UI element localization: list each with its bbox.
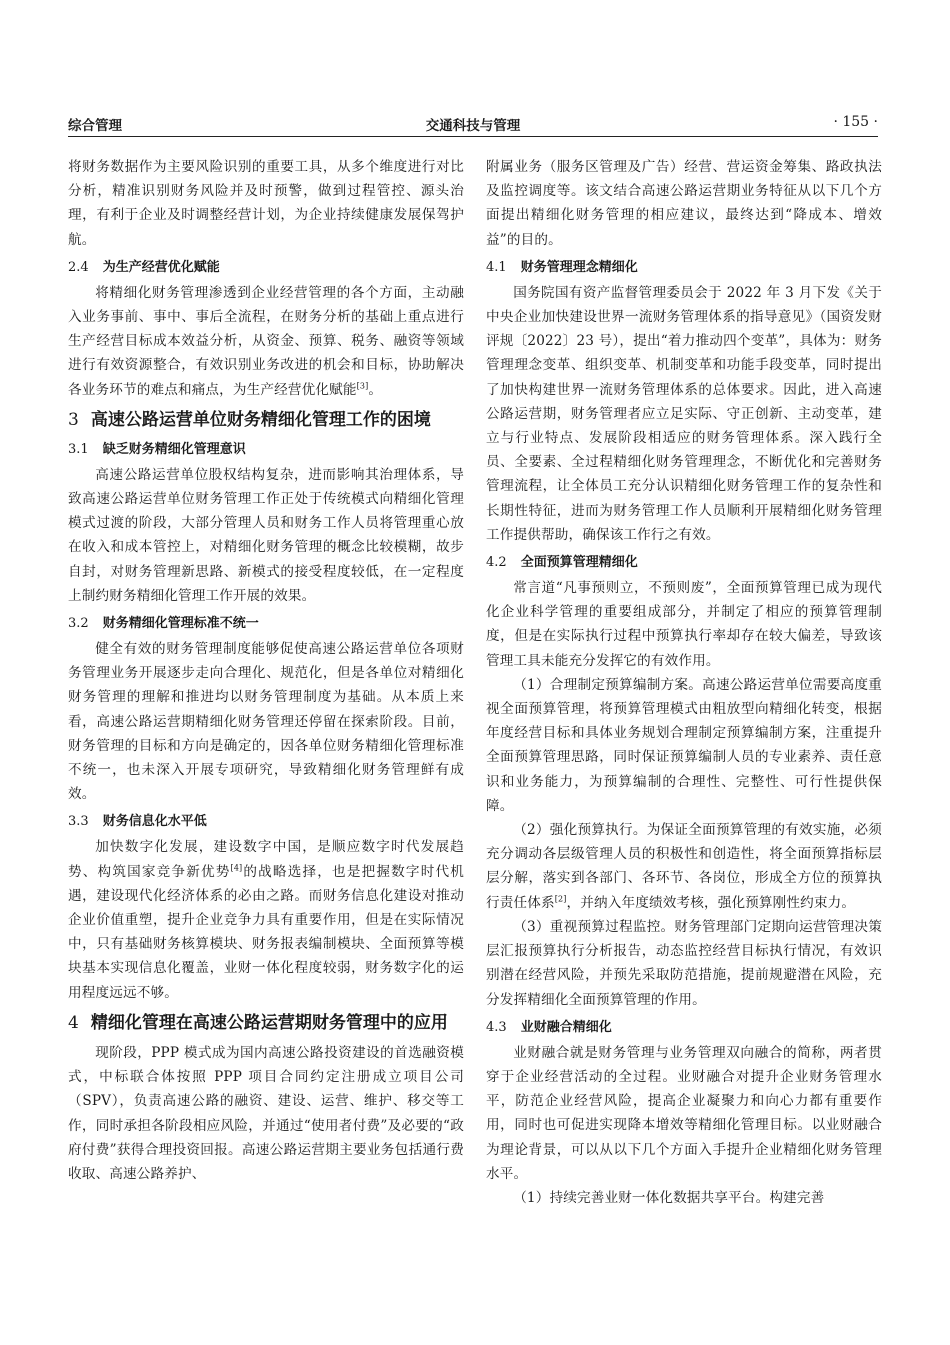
citation: [3] (356, 381, 369, 391)
paragraph-text: 。 (368, 381, 383, 398)
paragraph-4-2-item-2 (486, 818, 882, 915)
paragraph-4-2-item-3: （3）重视预算过程监控。财务管理部门定期向运营管理决策层汇报预算执行分析报告，动态监控经营目标执行情况，有效识别潜在经营风险，并预先采取防范措施，提前规避潜在风险，充分发挥精细化全面预算管理的作用。 (486, 918, 882, 1008)
heading-3-2 (68, 612, 464, 636)
header-journal-title: 交通科技与管理 (425, 118, 521, 134)
heading-number: 2.4 (68, 259, 89, 275)
paragraph-intro-continued: 将财务数据作为主要风险识别的重要工具，从多个维度进行对比分析，精准识别财务风险并及时预警，做到过程管控、源头治理，有利于企业及时调整经营计划，为企业持续健康发展保驾护航。 (68, 159, 464, 248)
heading-title: 财务信息化水平低 (102, 814, 207, 830)
heading-number: 3.1 (68, 441, 89, 457)
heading-number: 4.2 (486, 555, 507, 571)
paragraph-4-1: 国务院国有资产监督管理委员会于 2022 年 3 月下发《关于中央企业加快建设世界一流财务管理体系的指导意见》（国资发财评规〔2022〕23 号），提出“着力推动四个变革”，具体为：财务管理理念变革、组织变革、机制变革和功能手段变革，同时提出了加快构建世界一流财务管理体系的总体要求。因此，进入高速公路运营期，财务管理者应立足实际、守正创新、主动变革，建立与行业特点、发展阶段相适应的财务管理体系。深入践行全员、全要素、全过程精细化财务管理理念，不断优化和完善财务管理流程，让全体员工充分认识精细化财务管理工作的复杂性和长期性特征，进而为财务管理工作人员顺利开展精细化财务管理工作提供帮助，确保该工作行之有效。 (486, 284, 882, 543)
paragraph-text: 加快数字化发展，建设数字中国，是顺应数字时代发展趋势、构筑国家竞争新优势 (68, 839, 464, 880)
heading-4-1 (486, 256, 882, 280)
paragraph-4-2-item-1: （1）合理制定预算编制方案。高速公路运营单位需要高度重视全面预算管理，将预算管理模式由粗放型向精细化转变，根据年度经营目标和具体业务规划合理制定预算编制方案，注重提升全面预算管理思路，同时保证预算编制人员的专业素养、责任意识和业务能力，为预算编制的合理性、完整性、可行性提供保障。 (486, 676, 882, 814)
heading-title: 全面预算管理精细化 (520, 555, 638, 571)
paragraph-text: 的战略选择，也是把握数字时代机遇，建设现代化经济体系的必由之路。而财务信息化建设对推动企业价值重塑，提升企业竞争力具有重要作用，但是在实际情况中，只有基础财务核算模块、财务报表编制模块、全面预算等模块基本实现信息化覆盖，业财一体化程度较弱，财务数字化的运用程度远远不够。 (68, 863, 464, 1001)
page-header (68, 114, 878, 137)
citation: [4] (230, 863, 243, 873)
heading-number: 4.3 (486, 1019, 507, 1035)
paragraph-text: ，并纳入年度绩效考核，强化预算刚性约束力。 (566, 894, 856, 911)
heading-number: 3.3 (68, 814, 89, 830)
heading-title: 缺乏财务精细化管理意识 (102, 441, 246, 457)
paragraph-4-2: 常言道“凡事预则立，不预则废”，全面预算管理已成为现代化企业科学管理的重要组成部分，并制定了相应的预算管理制度，但是在实际执行过程中预算执行率却存在较大偏差，导致该管理工具未能充分发挥它的有效作用。 (486, 580, 882, 669)
left-column (68, 155, 464, 1186)
heading-number: 4 (68, 1012, 79, 1033)
section-heading-3 (68, 408, 464, 432)
heading-title: 为生产经营优化赋能 (102, 259, 220, 275)
header-section-label: 综合管理 (68, 118, 122, 134)
paragraph-3-1: 高速公路运营单位股权结构复杂，进而影响其治理体系，导致高速公路运营单位财务管理工作正处于传统模式向精细化管理模式过渡的阶段，大部分管理人员和财务工作人员将管理重心放在收入和成本管控上，对精细化财务管理的概念比较模糊，故步自封，对财务管理新思路、新模式的接受程度较低，在一定程度上制约财务精细化管理工作开展的效果。 (68, 466, 464, 604)
heading-4-3 (486, 1016, 882, 1040)
citation: [2] (554, 894, 567, 904)
header-page-number: · 155 · (833, 114, 878, 130)
heading-title: 高速公路运营单位财务精细化管理工作的困境 (90, 409, 431, 430)
paragraph-4-3-item-1: （1）持续完善业财一体化数据共享平台。构建完善 (513, 1189, 825, 1206)
heading-title: 业财融合精细化 (520, 1019, 612, 1035)
right-column (486, 155, 882, 1210)
heading-title: 精细化管理在高速公路运营期财务管理中的应用 (90, 1012, 448, 1033)
heading-3-1 (68, 438, 464, 462)
heading-title: 财务管理理念精细化 (520, 259, 638, 275)
heading-2-4 (68, 256, 464, 280)
paragraph-4-continued: 附属业务（服务区管理及广告）经营、营运资金筹集、路政执法及监控调度等。该文结合高速公路运营期业务特征从以下几个方面提出精细化财务管理的相应建议，最终达到“降成本、增效益”的目的。 (486, 159, 882, 248)
paragraph-4: 现阶段，PPP 模式成为国内高速公路投资建设的首选融资模式，中标联合体按照 PPP 项目合同约定注册成立项目公司（SPV），负责高速公路的融资、建设、运营、维护、移交等工作，同时承担各阶段相应风险，并通过“使用者付费”及必要的“政府付费”获得合理投资回报。高速公路运营期主要业务包括通行费收取、高速公路养护、 (68, 1044, 464, 1182)
heading-number: 3.2 (68, 616, 89, 632)
paragraph-4-3: 业财融合就是财务管理与业务管理双向融合的简称，两者贯穿于企业经营活动的全过程。业财融合对提升企业财务管理水平，防范企业经营风险，提高企业凝聚力和向心力都有重要作用，同时也可促进实现降本增效等精细化管理目标。以业财融合为理论背景，可以从以下几个方面入手提升企业精细化财务管理水平。 (486, 1044, 882, 1182)
heading-title: 财务精细化管理标准不统一 (102, 616, 259, 632)
paragraph-3-3 (68, 835, 464, 1004)
heading-4-2 (486, 551, 882, 575)
paragraph-3-2: 健全有效的财务管理制度能够促使高速公路运营单位各项财务管理业务开展逐步走向合理化、规范化，但是各单位对精细化财务管理的理解和推进均以财务管理制度为基础。从本质上来看，高速公路运营期精细化财务管理还停留在探索阶段。目前，财务管理的目标和方向是确定的，因各单位财务精细化管理标准不统一，也未深入开展专项研究，导致精细化财务管理鲜有成效。 (68, 641, 464, 803)
section-heading-4 (68, 1011, 464, 1035)
heading-3-3 (68, 810, 464, 834)
paragraph-text: 将精细化财务管理渗透到企业经营管理的各个方面，主动融入业务事前、事中、事后全流程，在财务分析的基础上重点进行生产经营目标成本效益分析，从资金、预算、税务、融资等领域进行有效资源整合，有效识别业务改进的机会和目标，协助解决各业务环节的难点和痛点，为生产经营优化赋能 (68, 284, 464, 398)
paragraph-2-4 (68, 281, 464, 402)
paragraph-text: （2）强化预算执行。为保证全面预算管理的有效实施，必须充分调动各层级管理人员的积极性和创造性，将全面预算指标层层分解，落实到各部门、各环节、各岗位，形成全方位的预算执行责任体系 (486, 822, 882, 911)
heading-number: 4.1 (486, 259, 507, 275)
heading-number: 3 (68, 409, 79, 430)
